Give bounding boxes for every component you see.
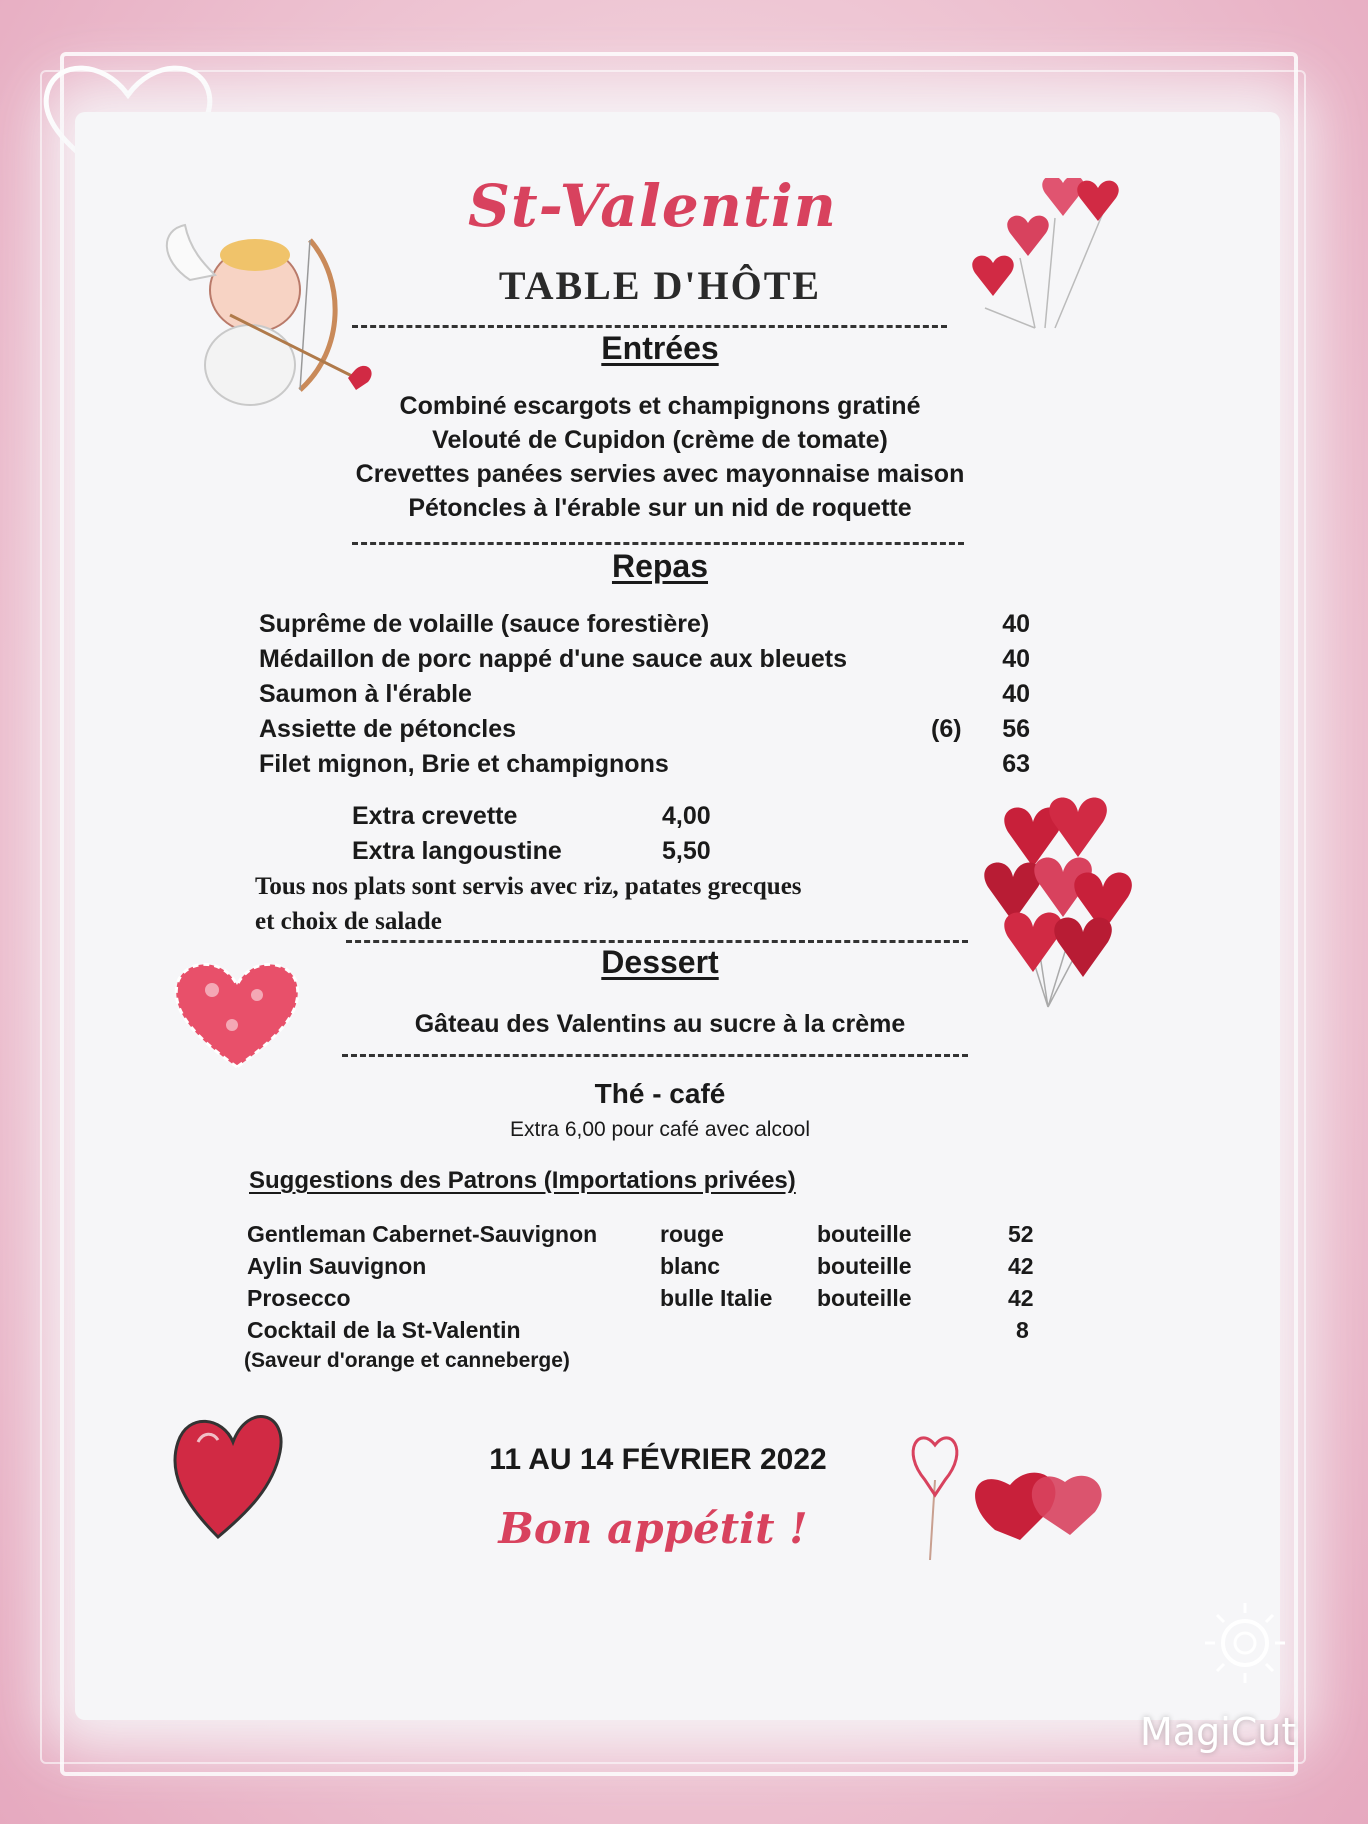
closing-message: Bon appétit ! (498, 1504, 808, 1553)
wine-type: rouge (660, 1221, 724, 1247)
repas-note-line2: et choix de salade (255, 908, 442, 935)
repas-item-price: 63 (1002, 750, 1030, 778)
wine-name: Gentleman Cabernet-Sauvignon (247, 1221, 598, 1247)
the-cafe-note: Extra 6,00 pour café avec alcool (509, 1118, 810, 1141)
wine-price: 8 (1016, 1317, 1029, 1343)
divider (346, 940, 968, 943)
wine-name: Aylin Sauvignon (247, 1253, 427, 1279)
repas-item-name: Médaillon de porc nappé d'une sauce aux bleuets (259, 645, 848, 673)
menu-title-script: St-Valentin (468, 172, 837, 240)
entree-item: Pétoncles à l'érable sur un nid de roquette (408, 494, 912, 522)
wine-type: blanc (660, 1253, 721, 1279)
suggestions-heading: Suggestions des Patrons (Importations privées) (249, 1167, 796, 1194)
extra-item-name: Extra crevette (352, 802, 518, 830)
repas-item-price: 40 (1002, 610, 1030, 638)
menu-title-main: TABLE D'HÔTE (498, 263, 822, 308)
repas-item-name: Assiette de pétoncles (259, 715, 517, 743)
the-cafe-heading: Thé - café (594, 1078, 726, 1109)
repas-item-price: 56 (1002, 715, 1030, 743)
repas-item-price: 40 (1002, 645, 1030, 673)
extra-item-price: 4,00 (662, 802, 711, 830)
magicut-watermark: MagiCut (1140, 1710, 1297, 1754)
repas-heading: Repas (611, 548, 709, 584)
repas-item-name: Suprême de volaille (sauce forestière) (259, 610, 710, 638)
extra-item-name: Extra langoustine (352, 837, 562, 865)
dessert-heading: Dessert (601, 944, 719, 980)
repas-item-name: Filet mignon, Brie et champignons (259, 750, 669, 778)
extra-item-price: 5,50 (662, 837, 711, 865)
repas-item-qty: (6) (931, 715, 962, 743)
wine-format: bouteille (817, 1253, 912, 1279)
entrees-heading: Entrées (601, 330, 719, 366)
entree-item: Crevettes panées servies avec mayonnaise maison (355, 460, 965, 488)
divider (352, 542, 964, 545)
wine-type: bulle Italie (660, 1285, 773, 1311)
wine-format: bouteille (817, 1221, 912, 1247)
sun-swirl-icon (1190, 1598, 1300, 1688)
cupid-icon (160, 220, 380, 420)
repas-note-line1: Tous nos plats sont servis avec riz, patates grecques (255, 873, 802, 900)
repas-item-price: 40 (1002, 680, 1030, 708)
wine-name: Prosecco (247, 1285, 351, 1311)
cocktail-note: (Saveur d'orange et canneberge) (244, 1349, 570, 1372)
dessert-item: Gâteau des Valentins au sucre à la crème (414, 1010, 906, 1038)
event-dates: 11 AU 14 FÉVRIER 2022 (489, 1443, 827, 1476)
wine-price: 52 (1008, 1221, 1034, 1247)
entree-item: Velouté de Cupidon (crème de tomate) (432, 426, 888, 454)
divider (352, 325, 947, 328)
wine-price: 42 (1008, 1253, 1034, 1279)
wine-name: Cocktail de la St-Valentin (247, 1317, 521, 1343)
wine-price: 42 (1008, 1285, 1034, 1311)
entree-item: Combiné escargots et champignons gratiné (399, 392, 921, 420)
repas-item-name: Saumon à l'érable (259, 680, 472, 708)
wine-format: bouteille (817, 1285, 912, 1311)
divider (342, 1054, 968, 1057)
